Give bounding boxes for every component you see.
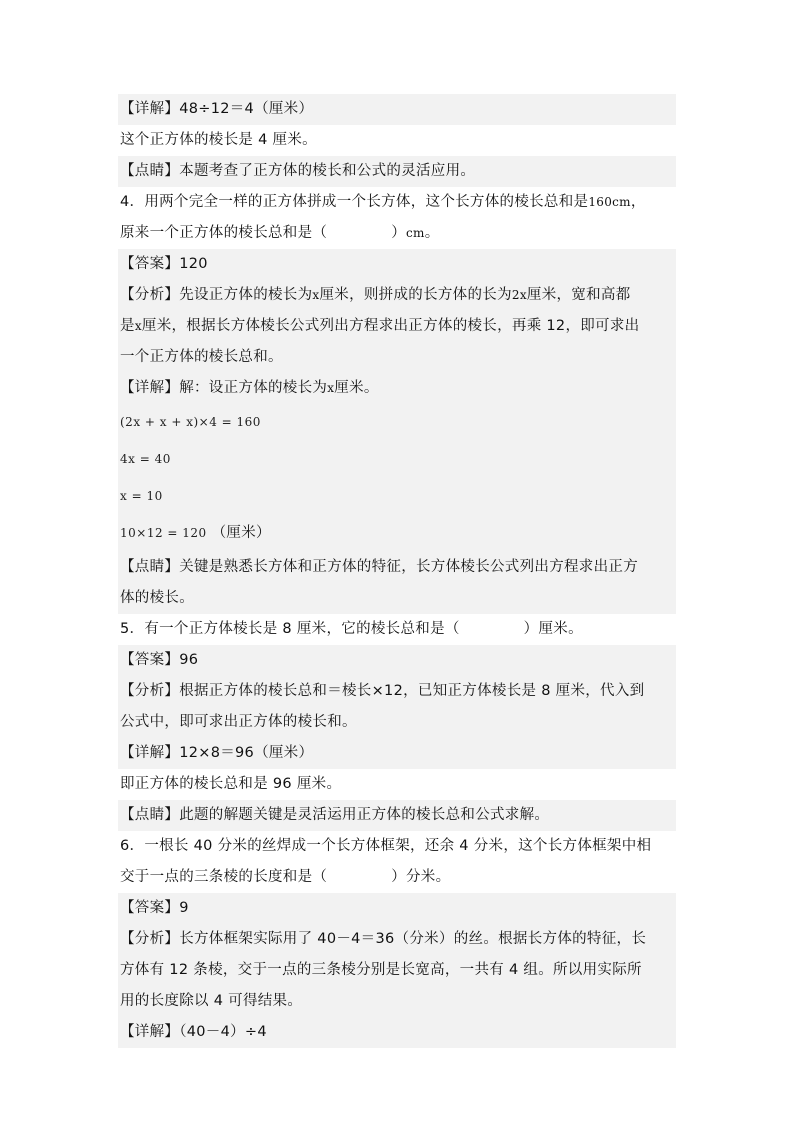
result-line <box>118 769 676 800</box>
analysis-line <box>118 986 676 1017</box>
text: 【详解】12×8＝96（厘米） <box>120 745 314 761</box>
variable: 2x <box>511 288 527 302</box>
key-point-line <box>118 800 676 831</box>
explanation-line <box>118 373 676 404</box>
answer-line <box>118 249 676 280</box>
explanation-line <box>118 94 676 125</box>
explanation-line <box>118 1017 676 1048</box>
text: 【点睛】本题考查了正方体的棱长和公式的灵活应用。 <box>120 163 476 179</box>
text: 【点睛】此题的解题关键是灵活运用正方体的棱长总和公式求解。 <box>120 807 550 823</box>
text: ）厘米。 <box>523 621 583 637</box>
variable: x <box>312 288 320 302</box>
text: （厘米） <box>211 525 271 541</box>
text: 。 <box>424 225 440 241</box>
equation-line <box>118 478 676 515</box>
analysis-line <box>118 676 676 707</box>
explanation-line <box>118 738 676 769</box>
text: ）分米。 <box>391 869 451 885</box>
question-4-line-1 <box>118 187 676 218</box>
variable: x <box>134 319 142 333</box>
analysis-line <box>118 280 676 311</box>
text: ， <box>630 194 646 210</box>
variable: x <box>327 381 335 395</box>
text: 【答案】9 <box>120 900 189 916</box>
equation-line <box>118 515 676 552</box>
document-page <box>118 94 676 1048</box>
text: 【详解】48÷12＝4（厘米） <box>120 101 314 117</box>
text: 即正方体的棱长总和是 96 厘米。 <box>120 776 342 792</box>
text: 厘米，宽和高都 <box>526 287 631 303</box>
equation: 10×12 = 120 <box>120 526 207 540</box>
analysis-line <box>118 955 676 986</box>
analysis-line <box>118 924 676 955</box>
text: 这个正方体的棱长是 4 厘米。 <box>120 132 317 148</box>
text: 【答案】96 <box>120 652 199 668</box>
text: 厘米，根据长方体棱长公式列出方程求出正方体的棱长，再乘 12，即可求出 <box>141 318 640 334</box>
unit: cm <box>406 226 425 240</box>
text: 【点睛】关键是熟悉长方体和正方体的特征，长方体棱长公式列出方程求出正方 <box>120 559 638 575</box>
text: 4．用两个完全一样的正方体拼成一个长方体，这个长方体的棱长总和是 <box>120 194 589 210</box>
text: 原来一个正方体的棱长总和是（ <box>120 225 328 241</box>
text: 5．有一个正方体棱长是 8 厘米，它的棱长总和是（ <box>120 621 460 637</box>
equation: (2x + x + x)×4 = 160 <box>120 415 261 429</box>
equation: 4x = 40 <box>120 452 171 466</box>
text: 交于一点的三条棱的长度和是（ <box>120 869 328 885</box>
text: 【分析】长方体框架实际用了 40－4＝36（分米）的丝。根据长方体的特征，长 <box>120 931 647 947</box>
text: 【详解】（40－4）÷4 <box>120 1024 267 1040</box>
text: 公式中，即可求出正方体的棱长和。 <box>120 714 357 730</box>
text: 【详解】解：设正方体的棱长为 <box>120 380 328 396</box>
analysis-line <box>118 342 676 373</box>
text: 【分析】根据正方体的棱长总和＝棱长×12，已知正方体棱长是 8 厘米，代入到 <box>120 683 645 699</box>
text: 用的长度除以 4 可得结果。 <box>120 993 303 1009</box>
text: ） <box>391 225 407 241</box>
analysis-line <box>118 311 676 342</box>
text: 【分析】先设正方体的棱长为 <box>120 287 313 303</box>
text: 是 <box>120 318 135 334</box>
key-point-line <box>118 156 676 187</box>
equation-line <box>118 441 676 478</box>
analysis-line <box>118 707 676 738</box>
text: 【答案】120 <box>120 256 208 272</box>
text: 厘米。 <box>334 380 379 396</box>
question-4-line-2 <box>118 218 676 249</box>
answer-line <box>118 645 676 676</box>
text: 厘米，则拼成的长方体的长为 <box>319 287 512 303</box>
key-point-line <box>118 583 676 614</box>
question-6-line-1 <box>118 831 676 862</box>
result-line <box>118 125 676 156</box>
question-5 <box>118 614 676 645</box>
text: 方体有 12 条棱，交于一点的三条棱分别是长宽高，一共有 4 组。所以用实际所 <box>120 962 642 978</box>
text: 体的棱长。 <box>120 590 194 606</box>
text: 一个正方体的棱长总和。 <box>120 349 283 365</box>
equation-line <box>118 404 676 441</box>
answer-line <box>118 893 676 924</box>
equation: x = 10 <box>120 489 163 503</box>
text: 6．一根长 40 分米的丝焊成一个长方体框架，还余 4 分米，这个长方体框架中相 <box>120 838 652 854</box>
value-unit: 160cm <box>588 195 631 209</box>
question-6-line-2 <box>118 862 676 893</box>
key-point-line <box>118 552 676 583</box>
